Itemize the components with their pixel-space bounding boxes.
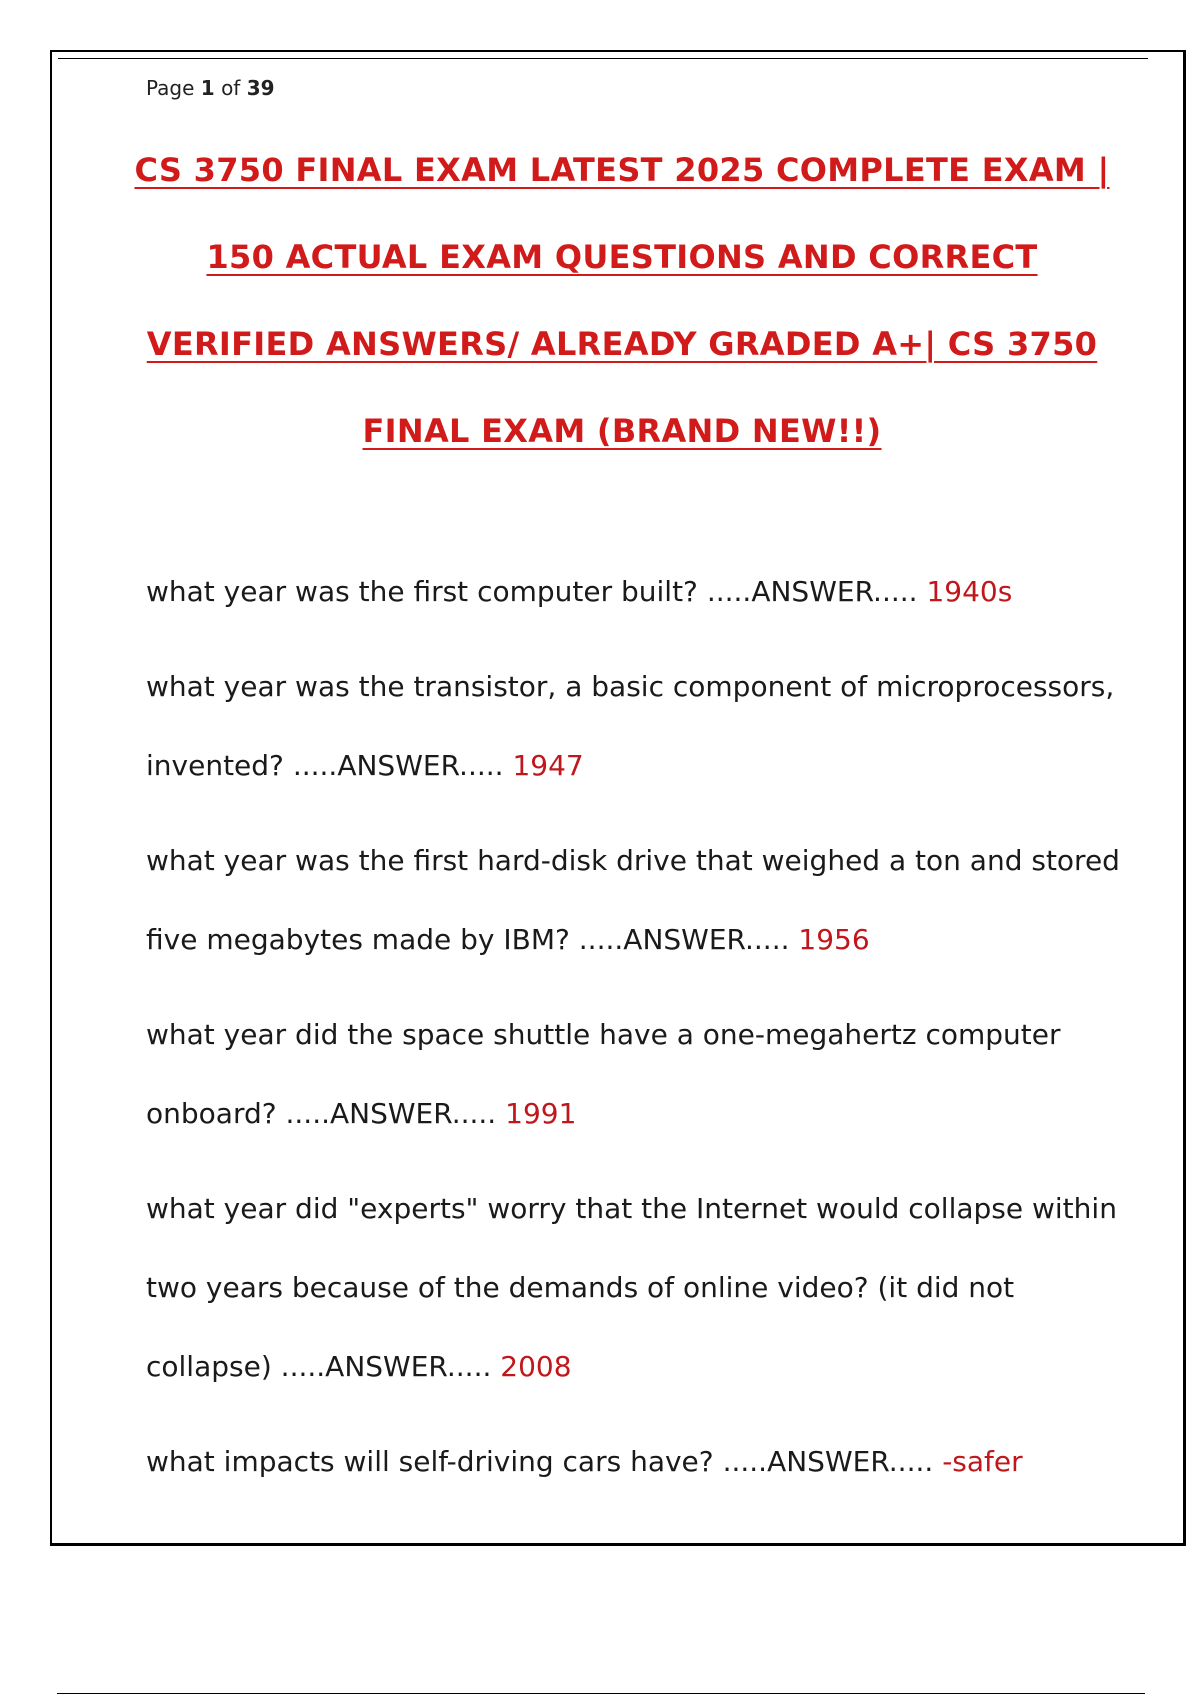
question-item — [146, 552, 1136, 631]
title-line-3: VERIFIED ANSWERS/ ALREADY GRADED A+| CS 3750 — [146, 325, 1098, 363]
question-item — [146, 1169, 1136, 1406]
answer-separator: .....ANSWER..... — [578, 923, 790, 956]
total-pages-number: 39 — [246, 76, 275, 100]
question-item — [146, 995, 1136, 1153]
question-text: what year did "experts" worry that the Internet would collapse within two years because of the demands of online video? (it did not collapse) — [146, 1192, 1117, 1383]
title-line-1: CS 3750 FINAL EXAM LATEST 2025 COMPLETE EXAM | — [134, 151, 1110, 189]
answer-text: 2008 — [500, 1350, 572, 1383]
question-text: what year did the space shuttle have a one-megahertz computer onboard? — [146, 1018, 1061, 1130]
document-page — [50, 50, 1186, 1546]
title-line-4: FINAL EXAM (BRAND NEW!!) — [362, 412, 882, 450]
answer-separator: .....ANSWER..... — [706, 575, 918, 608]
top-rule — [58, 58, 1148, 59]
question-text: what year was the first computer built? — [146, 575, 698, 608]
question-list — [146, 552, 1136, 1517]
answer-text: 1956 — [798, 923, 870, 956]
answer-text: 1940s — [926, 575, 1013, 608]
question-item — [146, 647, 1136, 805]
answer-separator: .....ANSWER..... — [722, 1445, 934, 1478]
page-label: Page — [146, 76, 195, 100]
page-indicator — [146, 76, 275, 100]
answer-separator: .....ANSWER..... — [285, 1097, 497, 1130]
page-of-label: of — [221, 76, 241, 100]
answer-text: -safer — [942, 1445, 1023, 1478]
next-page-rule — [57, 1693, 1145, 1694]
document-title — [92, 140, 1152, 488]
current-page-number: 1 — [200, 76, 215, 100]
question-item — [146, 1422, 1136, 1501]
answer-separator: .....ANSWER..... — [280, 1350, 492, 1383]
answer-text: 1991 — [505, 1097, 577, 1130]
question-text: what impacts will self-driving cars have? — [146, 1445, 714, 1478]
question-item — [146, 821, 1136, 979]
question-text: what year was the transistor, a basic component of microprocessors, invented? — [146, 670, 1115, 782]
title-line-2: 150 ACTUAL EXAM QUESTIONS AND CORRECT — [206, 238, 1038, 276]
answer-separator: .....ANSWER..... — [292, 749, 504, 782]
question-text: what year was the first hard-disk drive that weighed a ton and stored five megabytes made by IBM? — [146, 844, 1120, 956]
answer-text: 1947 — [512, 749, 584, 782]
